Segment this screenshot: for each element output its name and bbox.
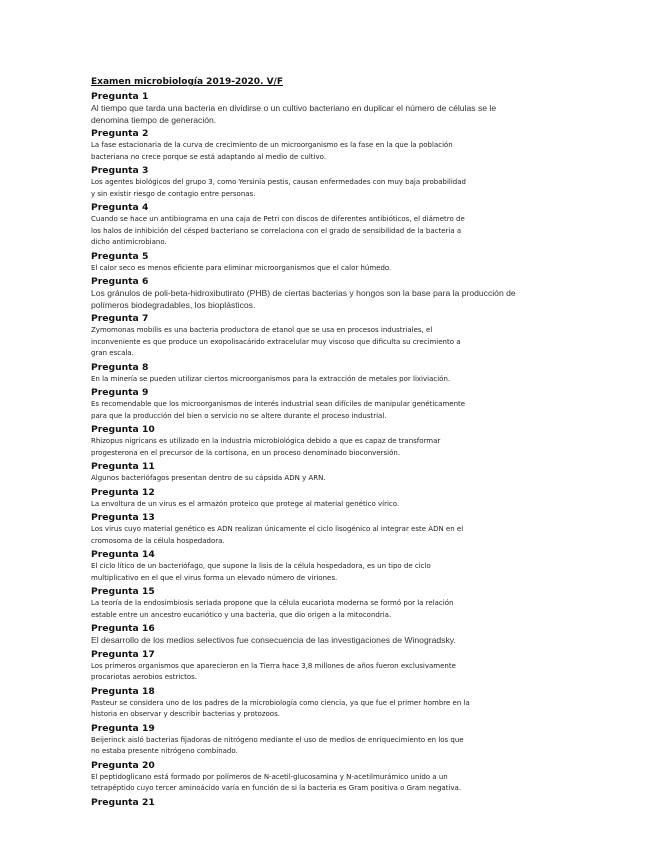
question-text-line: Los virus cuyo material genético es ADN realizan únicamente el ciclo lisogénico al integrar este ADN en el [91, 525, 464, 533]
question-block [91, 648, 526, 684]
question-block [91, 250, 526, 275]
question-text-line: Los gránulos de poli-beta-hidroxibutirato (PHB) de ciertas bacterias y hongos son la base para la producción de [91, 288, 516, 298]
question-heading: Pregunta 8 [91, 361, 149, 373]
question-block [91, 685, 526, 721]
question-block [91, 275, 526, 311]
question-block [91, 622, 526, 647]
question-heading: Pregunta 14 [91, 549, 155, 560]
question-block [91, 486, 526, 511]
question-text-line: para que la producción del bien o servicio no se altere durante el proceso industrial. [91, 411, 387, 420]
question-heading: Pregunta 17 [91, 648, 155, 660]
question-text-line: Los primeros organismos que aparecieron en la Tierra hace 3,8 millones de años fueron exclusivamente [91, 661, 456, 670]
question-text-line: y sin existir riesgo de contagio entre personas. [91, 189, 256, 198]
question-block [91, 585, 526, 621]
question-block [91, 164, 526, 200]
question-block [91, 460, 526, 485]
question-text-line: procariotas aerobios estrictos. [91, 673, 198, 681]
question-text-line: El calor seco es menos eficiente para eliminar microorganismos que el calor húmedo. [91, 263, 392, 272]
question-text-line: tetrapéptido cuyo tercer aminoácido varía en función de si la bacteria es Gram positiva o Gram negativa. [91, 784, 462, 792]
question-heading: Pregunta 1 [91, 91, 149, 102]
question-text-line: no estaba presente nitrógeno combinado. [91, 747, 238, 755]
question-heading: Pregunta 20 [91, 759, 155, 771]
question-text-line: los halos de inhibición del césped bacteriano se correlaciona con el grado de sensibilidad de la bacteria a [91, 226, 462, 235]
question-text-line: multiplicativo en el que el virus forma un elevado número de viriones. [91, 573, 338, 582]
question-block [91, 722, 526, 758]
question-text-line: Beijerinck aisló bacterias fijadoras de nitrógeno mediante el uso de medios de enriquecimiento en los que [91, 735, 464, 744]
question-text-line: cromosoma de la célula hospedadora. [91, 536, 225, 545]
question-block [91, 548, 526, 584]
question-block [91, 759, 526, 795]
question-text-line: estable entre un ancestro eucariótico y una bacteria, que dio origen a la mitocondria. [91, 610, 392, 619]
question-block [91, 386, 526, 422]
exam-title: Examen microbiología 2019-2020. V/F [91, 77, 283, 87]
question-heading: Pregunta 11 [91, 461, 155, 472]
question-list [91, 90, 526, 809]
question-heading: Pregunta 5 [91, 250, 149, 262]
question-text-line: El desarrollo de los medios selectivos fue consecuencia de las investigaciones de Winogradsky. [91, 635, 456, 645]
question-text-line: Cuando se hace un antibiograma en una caja de Petri con discos de diferentes antibióticos, el diámetro de [91, 215, 465, 223]
question-heading: Pregunta 7 [91, 313, 149, 324]
question-heading: Pregunta 13 [91, 512, 155, 523]
question-text-line: denomina tiempo de generación. [91, 114, 217, 125]
question-block [91, 796, 526, 809]
question-text-line: gran escala. [91, 349, 134, 357]
question-text-line: Algunos bacteriófagos presentan dentro de su cápsida ADN y ARN. [91, 474, 326, 482]
question-text-line: La teoría de la endosimbiosis seriada propone que la célula eucariota moderna se formó por la relación [91, 599, 454, 607]
question-text-line: El peptidoglicano está formado por polímeros de N-acetil-glucosamina y N-acetilmurámico unido a un [91, 772, 448, 781]
question-text-line: historia en observar y describir bacterias y protozoos. [91, 710, 280, 718]
question-heading: Pregunta 12 [91, 486, 155, 498]
question-heading: Pregunta 6 [91, 276, 149, 287]
question-block [91, 423, 526, 459]
question-heading: Pregunta 19 [91, 722, 155, 734]
question-heading: Pregunta 10 [91, 424, 155, 435]
question-heading: Pregunta 2 [91, 128, 149, 139]
question-text-line: dicho antimicrobiano. [91, 238, 167, 246]
question-heading: Pregunta 16 [91, 623, 155, 634]
question-heading: Pregunta 4 [91, 202, 149, 213]
question-block [91, 511, 526, 547]
question-text-line: inconveniente es que produce un exopolisacárido extracelular muy viscoso que dificulta su crecimiento a [91, 337, 461, 346]
exam-content [91, 76, 526, 809]
question-block [91, 361, 526, 386]
question-text-line: Al tiempo que tarda una bacteria en dividirse o un cultivo bacteriano en duplicar el número de células se le [91, 103, 497, 113]
question-block [91, 201, 526, 249]
question-text-line: Es recomendable que los microorganismos de interés industrial sean difíciles de manipular genéticamente [91, 400, 466, 408]
question-text-line: Los agentes biológicos del grupo 3, como Yersinia pestis, causan enfermedades con muy baja probabilidad [91, 178, 466, 186]
question-block [91, 127, 526, 163]
question-heading: Pregunta 15 [91, 586, 155, 597]
question-heading: Pregunta 21 [91, 796, 155, 808]
question-heading: Pregunta 18 [91, 685, 155, 697]
question-text-line: bacteriana no crece porque se está adaptando al medio de cultivo. [91, 152, 326, 161]
question-text-line: polímeros biodegradables, los bioplásticos. [91, 299, 256, 310]
question-text-line: Zymomonas mobilis es una bacteria productora de etanol que se usa en procesos industriales, el [91, 326, 433, 334]
question-text-line: La fase estacionaria de la curva de crecimiento de un microorganismo es la fase en la que la población [91, 141, 453, 149]
question-text-line: Rhizopus nigricans es utilizado en la industria microbiológica debido a que es capaz de transformar [91, 437, 441, 445]
question-text-line: El ciclo lítico de un bacteriófago, que supone la lisis de la célula hospedadora, es un tipo de ciclo [91, 562, 431, 570]
question-heading: Pregunta 9 [91, 387, 149, 398]
question-block [91, 90, 526, 126]
question-heading: Pregunta 3 [91, 165, 149, 176]
question-text-line: La envoltura de un virus es el armazón proteico que protege al material genético vírico. [91, 499, 400, 508]
question-text-line: progesterona en el precursor de la cortisona, en un proceso denominado bioconversión. [91, 448, 401, 457]
question-block [91, 312, 526, 360]
question-text-line: Pasteur se considera uno de los padres de la microbiología como ciencia, ya que fue el primer hombre en la [91, 698, 470, 707]
question-text-line: En la minería se pueden utilizar ciertos microorganismos para la extracción de metales por lixiviación. [91, 374, 451, 383]
